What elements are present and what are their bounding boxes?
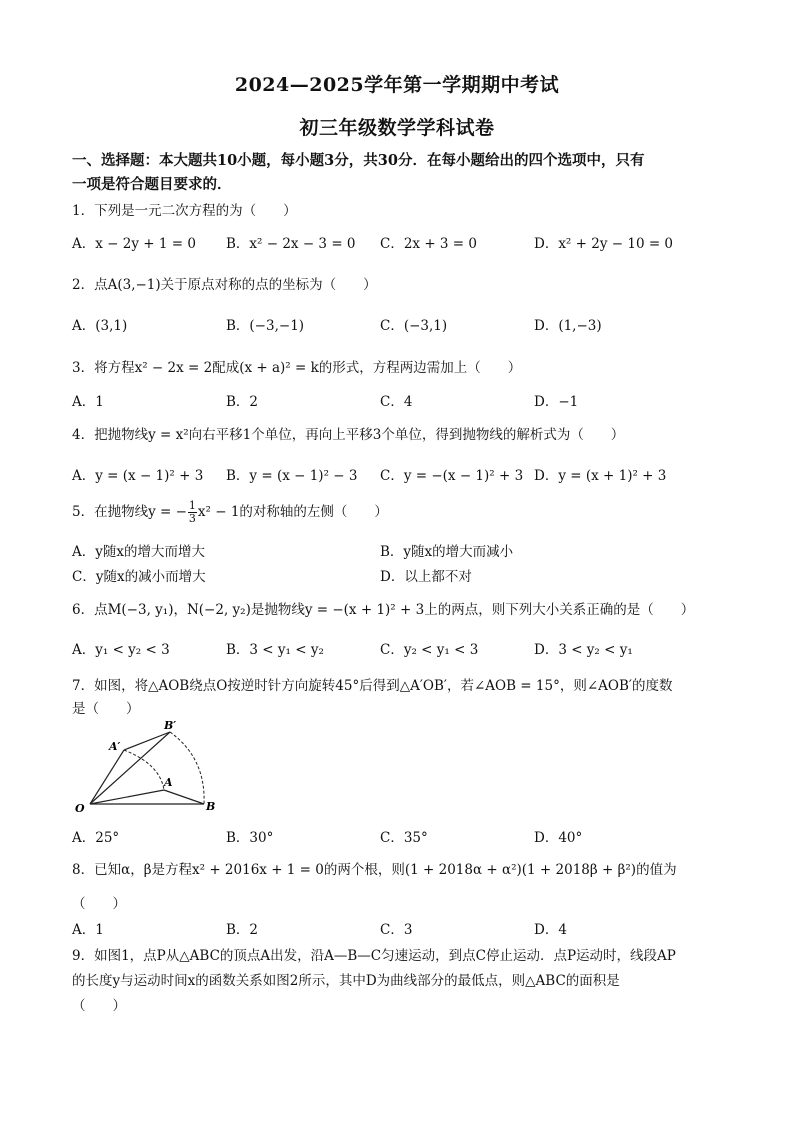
question-6-option-d: D．3 < y₂ < y₁ bbox=[534, 642, 633, 658]
question-3-option-d: D．−1 bbox=[534, 394, 579, 410]
question-6-option-a: A．y₁ < y₂ < 3 bbox=[72, 642, 170, 658]
question-8-stem: 8．已知α，β是方程x² + 2016x + 1 = 0的两个根，则(1 + 2018α + α²)(1 + 2018β + β²)的值为 bbox=[72, 862, 677, 878]
segment-a1-b1 bbox=[124, 732, 170, 750]
question-9-stem-cont: 的长度y与运动时间x的函数关系如图2所示，其中D为曲线部分的最低点，则△ABC的面积是 bbox=[72, 973, 620, 989]
question-4-option-d: D．y = (x + 1)² + 3 bbox=[534, 468, 667, 484]
question-8-option-d: D．4 bbox=[534, 922, 567, 938]
question-1-stem: 1．下列是一元二次方程的为（ ） bbox=[72, 203, 297, 219]
question-5-option-c: C．y随x的减小而增大 bbox=[72, 569, 206, 585]
question-8-option-b: B．2 bbox=[226, 922, 259, 938]
question-3-option-a: A．1 bbox=[72, 394, 104, 410]
segment-o-b1 bbox=[90, 732, 170, 804]
question-6-option-b: B．3 < y₁ < y₂ bbox=[226, 642, 324, 658]
question-1-option-a: A．x − 2y + 1 = 0 bbox=[72, 236, 196, 252]
question-6-stem: 6．点M(−3, y₁)，N(−2, y₂)是抛物线y = −(x + 1)² + 3上的两点，则下列大小关系正确的是（ ） bbox=[72, 602, 695, 618]
question-2-stem: 2．点A(3,−1)关于原点对称的点的坐标为（ ） bbox=[72, 277, 377, 293]
question-1-option-d: D．x² + 2y − 10 = 0 bbox=[534, 236, 674, 252]
question-6-option-c: C．y₂ < y₁ < 3 bbox=[380, 642, 479, 658]
question-7-option-b: B．30° bbox=[226, 830, 274, 846]
question-1-option-c: C．2x + 3 = 0 bbox=[380, 236, 477, 252]
question-7-option-d: D．40° bbox=[534, 830, 583, 846]
question-5-stem-pre: 5．在抛物线y = − bbox=[72, 504, 187, 520]
question-8-stem-cont: （ ） bbox=[72, 896, 126, 912]
question-2-option-a: A．(3,1) bbox=[72, 318, 128, 334]
segment-o-a1 bbox=[90, 750, 124, 804]
question-2-option-d: D．(1,−3) bbox=[534, 318, 602, 334]
question-5-fraction-num: 1 bbox=[188, 499, 196, 512]
question-5-fraction-den: 3 bbox=[188, 512, 196, 525]
label-b: B bbox=[206, 800, 216, 813]
question-9-stem: 9．如图1，点P从△ABC的顶点A出发，沿A—B—C匀速运动，到点C停止运动．点P运动时，线段AP bbox=[72, 948, 676, 964]
question-7-stem: 7．如图，将△AOB绕点O按逆时针方向旋转45°后得到△A′OB′，若∠AOB = 15°，则∠AOB′的度数 bbox=[72, 678, 673, 694]
question-3-option-b: B．2 bbox=[226, 394, 259, 410]
question-5-option-b: B．y随x的增大而减小 bbox=[380, 544, 514, 560]
question-8-option-a: A．1 bbox=[72, 922, 104, 938]
label-a-prime: A′ bbox=[109, 740, 121, 753]
question-9-stem-cont2: （ ） bbox=[72, 998, 126, 1014]
question-4-option-b: B．y = (x − 1)² − 3 bbox=[226, 468, 358, 484]
exam-subtitle: 初三年级数学学科试卷 bbox=[299, 117, 495, 139]
segment-o-a bbox=[90, 790, 164, 804]
section-heading-line2: 一项是符合题目要求的． bbox=[72, 176, 232, 193]
exam-title: 2024—2025学年第一学期期中考试 bbox=[234, 74, 560, 96]
question-5-stem bbox=[72, 500, 732, 525]
segment-a-b bbox=[164, 790, 204, 804]
question-3-stem: 3．将方程x² − 2x = 2配成(x + a)² = k的形式，方程两边需加上（ ） bbox=[72, 360, 522, 376]
question-2-option-c: C．(−3,1) bbox=[380, 318, 448, 334]
arc-b-b1 bbox=[170, 732, 204, 804]
label-o: O bbox=[75, 802, 85, 815]
label-a: A bbox=[164, 776, 173, 789]
question-7-figure bbox=[72, 718, 222, 818]
question-7-option-c: C．35° bbox=[380, 830, 428, 846]
question-4-option-a: A．y = (x − 1)² + 3 bbox=[72, 468, 204, 484]
question-8-option-c: C．3 bbox=[380, 922, 413, 938]
question-5-option-d: D．以上都不对 bbox=[380, 569, 472, 585]
question-5-stem-post: x² − 1的对称轴的左侧（ ） bbox=[197, 504, 388, 520]
question-4-stem: 4．把抛物线y = x²向右平移1个单位，再向上平移3个单位，得到抛物线的解析式为（ ） bbox=[72, 427, 625, 443]
question-7-option-a: A．25° bbox=[72, 830, 120, 846]
question-5-option-a: A．y随x的增大而增大 bbox=[72, 544, 205, 560]
question-1-option-b: B．x² − 2x − 3 = 0 bbox=[226, 236, 356, 252]
question-7-stem-cont: 是（ ） bbox=[72, 701, 140, 717]
question-2-option-b: B．(−3,−1) bbox=[226, 318, 305, 334]
label-b-prime: B′ bbox=[164, 719, 177, 732]
question-3-option-c: C．4 bbox=[380, 394, 413, 410]
question-4-option-c: C．y = −(x − 1)² + 3 bbox=[380, 468, 524, 484]
section-heading-line1: 一、选择题：本大题共10小题，每小题3分，共30分．在每小题给出的四个选项中，只有 bbox=[72, 152, 645, 169]
question-5-fraction bbox=[188, 500, 197, 525]
